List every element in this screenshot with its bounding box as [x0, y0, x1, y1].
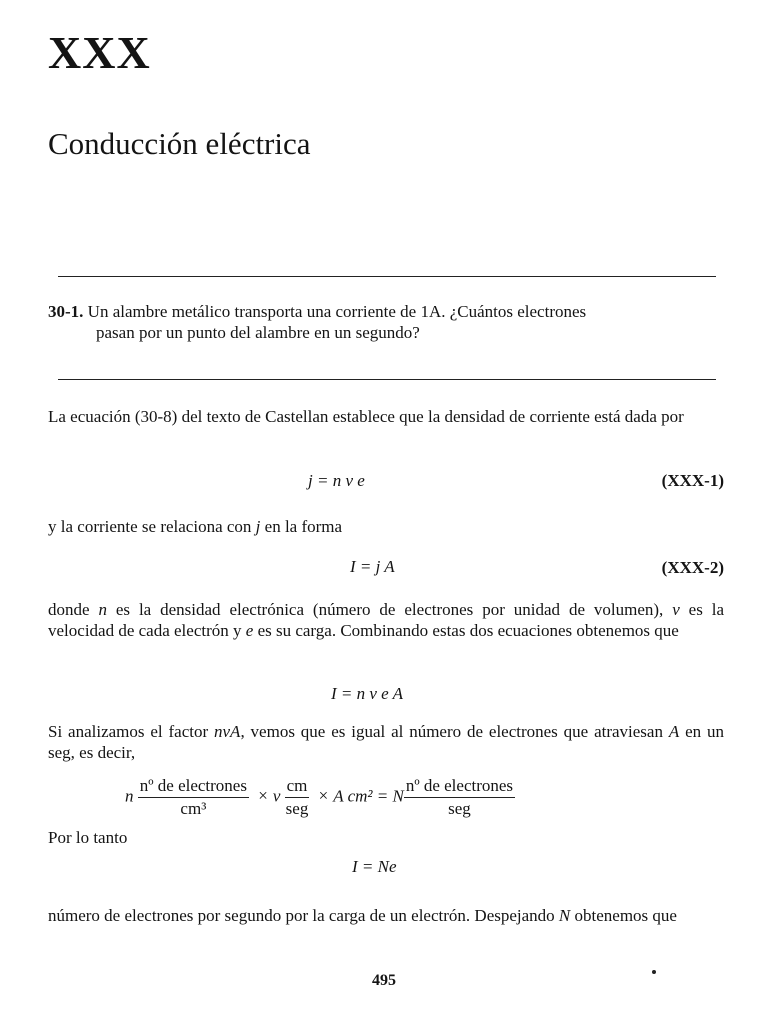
unit-eq-N: N [392, 786, 404, 806]
unit-eq-n: n [125, 786, 134, 806]
paragraph-analysis [48, 721, 724, 763]
bottom-divider [58, 379, 716, 380]
fraction-3-numerator: nº de electrones [404, 776, 515, 798]
solve-text-a: número de electrones por segundo por la carga de un electrón. Despejando [48, 906, 559, 925]
fraction-cm-per-seg [285, 776, 310, 819]
equation-2: I = j A [350, 557, 395, 576]
fraction-electrons-per-cm3 [138, 776, 249, 819]
unit-eq-area: A cm² = [333, 786, 389, 806]
paragraph-current-text-b: en la forma [260, 517, 343, 536]
analysis-text-b: , vemos que es igual al número de electrones que atraviesan [240, 722, 669, 741]
paragraph-definitions [48, 599, 724, 641]
fraction-2-numerator: cm [285, 776, 310, 798]
chapter-title: Conducción eléctrica [48, 126, 311, 161]
times-sign-2: × [318, 786, 329, 806]
definitions-text-c: es la velocidad de cada electrón y [48, 600, 725, 640]
definitions-text-b: es la densidad electrónica (número de electrones por unidad de volumen), [106, 600, 673, 619]
definitions-text-d: es su carga. Combinando estas dos ecuaciones obtenemos que [253, 621, 679, 640]
problem-text-line1: Un alambre metálico transporta una corriente de 1A. ¿Cuántos electrones [83, 302, 587, 321]
chapter-number: XXX [48, 27, 151, 78]
page-number: 495 [372, 972, 396, 989]
problem-text-line2: pasan por un punto del alambre en un segundo? [96, 323, 420, 342]
analysis-text-a: Si analizamos el factor [48, 722, 214, 741]
problem-number: 30-1. [48, 302, 84, 321]
variable-nvA: nvA [214, 722, 241, 741]
fraction-1-denominator: cm³ [180, 799, 207, 818]
paragraph-intro: La ecuación (30-8) del texto de Castellan establece que la densidad de corriente está dada por [48, 407, 684, 426]
top-divider [58, 276, 716, 277]
equation-3: I = n v e A [331, 684, 404, 703]
paragraph-current-text-a: y la corriente se relaciona con [48, 517, 256, 536]
fraction-3-denominator: seg [448, 799, 471, 818]
speck-mark [652, 970, 656, 974]
fraction-electrons-per-seg [404, 776, 515, 819]
solve-text-b: obtenemos que [570, 906, 677, 925]
paragraph-therefore: Por lo tanto [48, 828, 128, 847]
variable-j: j [255, 517, 261, 536]
paragraph-solve [48, 905, 724, 926]
unit-eq-v: v [272, 786, 281, 806]
unit-equation [125, 776, 515, 819]
fraction-1-numerator: nº de electrones [138, 776, 249, 798]
equation-4: I = Ne [352, 857, 397, 876]
fraction-2-denominator: seg [285, 799, 309, 818]
equation-2-label: (XXX-2) [661, 558, 724, 577]
variable-n: n [98, 600, 107, 619]
equation-1: j = n v e [308, 471, 365, 490]
times-sign-1: × [258, 786, 268, 806]
variable-A: A [668, 722, 680, 741]
problem-statement [48, 301, 728, 343]
equation-1-label: (XXX-1) [661, 471, 724, 490]
definitions-text-a: donde [48, 600, 99, 619]
paragraph-current [48, 516, 724, 537]
analysis-text-c: en un seg, es decir, [48, 722, 725, 762]
variable-e: e [245, 621, 254, 640]
variable-v: v [672, 600, 680, 619]
variable-N: N [558, 906, 571, 925]
